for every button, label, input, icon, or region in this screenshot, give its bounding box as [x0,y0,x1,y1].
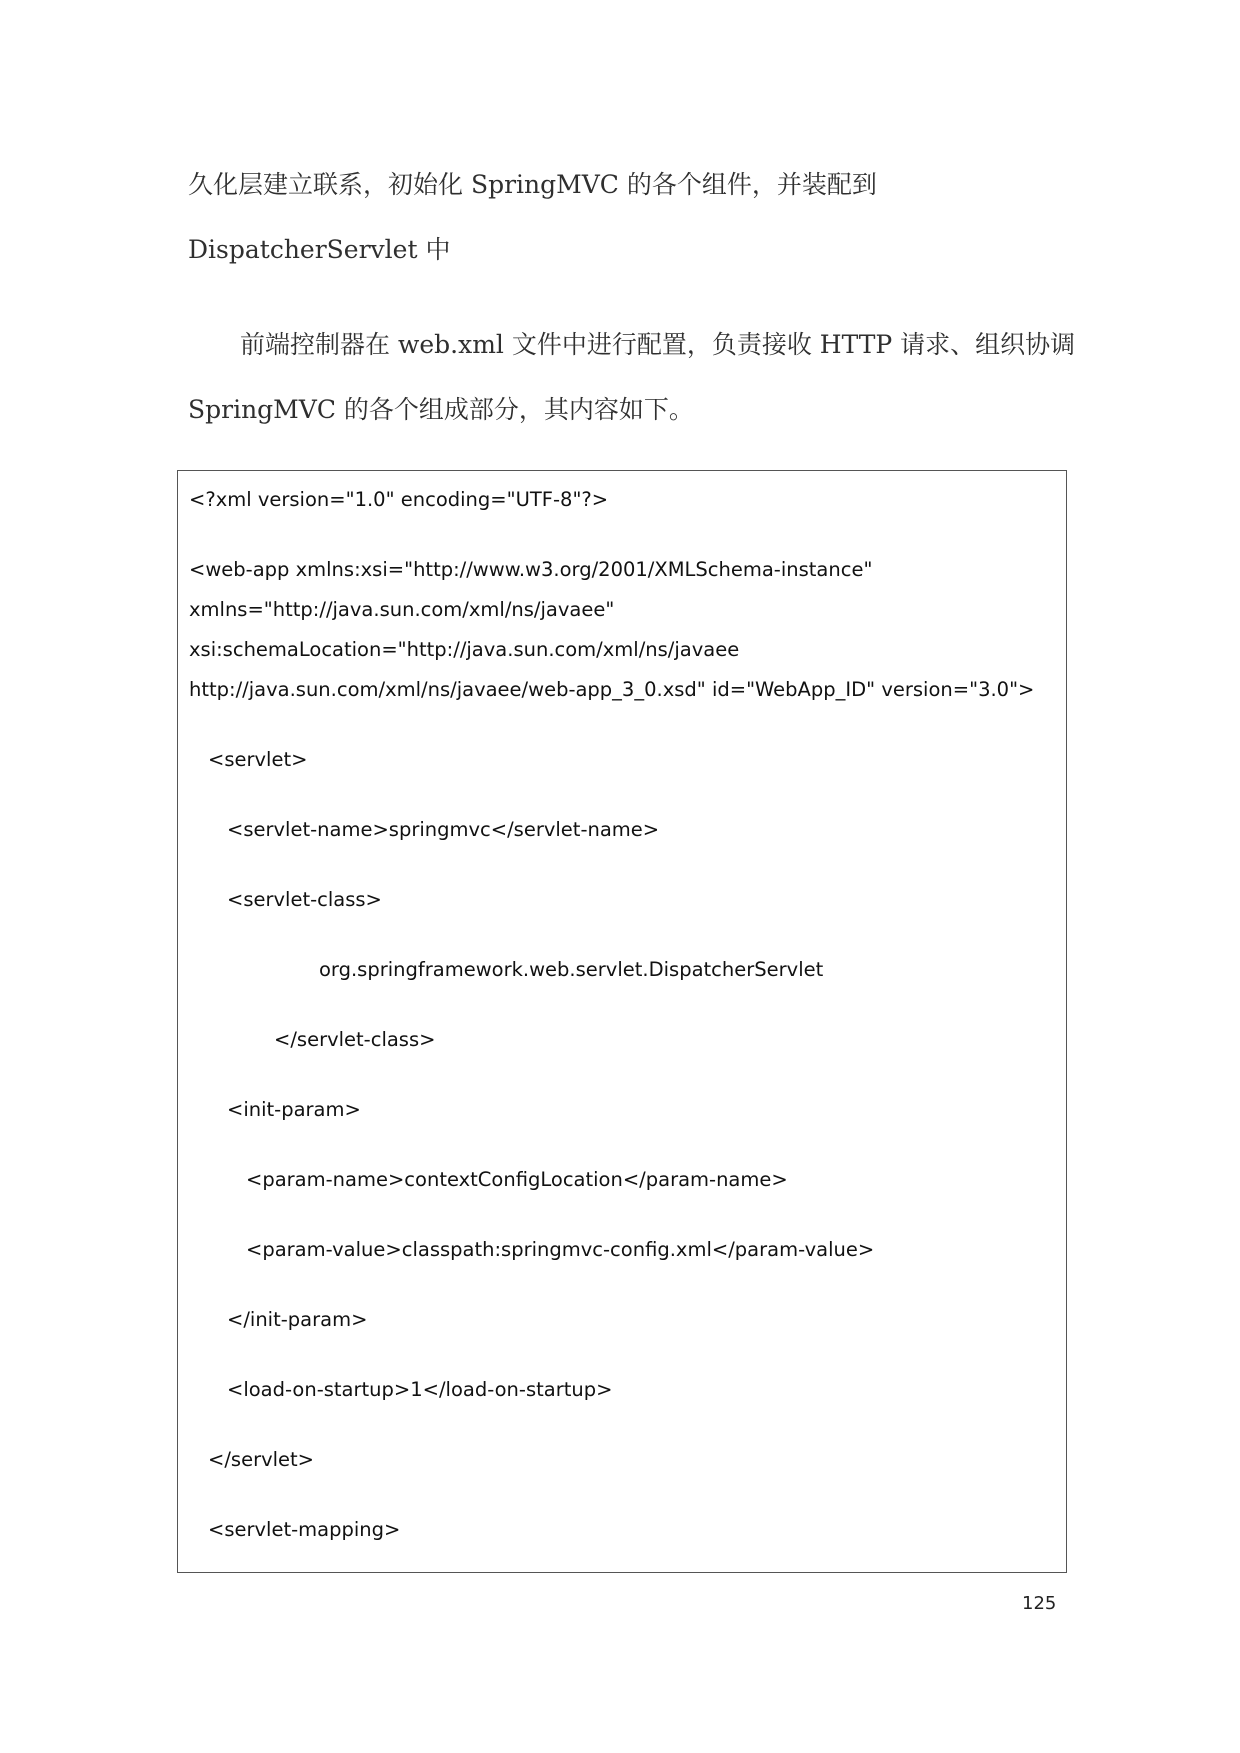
code-line: xmlns="http://java.sun.com/xml/ns/javaee" [189,598,615,621]
code-line: org.springframework.web.servlet.DispatcherServlet [319,958,824,981]
page-number: 125 [1022,1593,1057,1614]
code-line: </servlet-class> [274,1028,436,1051]
code-line: <load-on-startup>1</load-on-startup> [227,1378,613,1401]
code-line: http://java.sun.com/xml/ns/javaee/web-app_3_0.xsd" id="WebApp_ID" version="3.0"> [189,678,1035,701]
code-line: <param-value>classpath:springmvc-config.xml</param-value> [246,1238,875,1261]
paragraph-line-3: 前端控制器在 web.xml 文件中进行配置，负责接收 HTTP 请求、组织协调 [240,330,1076,359]
code-line: <servlet-class> [227,888,382,911]
code-line: xsi:schemaLocation="http://java.sun.com/xml/ns/javaee [189,638,740,661]
code-line: <?xml version="1.0" encoding="UTF-8"?> [189,488,609,511]
code-line: <servlet> [208,748,308,771]
code-listing-box [177,470,1067,1573]
paragraph-line-4: SpringMVC 的各个组成部分，其内容如下。 [188,395,694,424]
code-line: <servlet-name>springmvc</servlet-name> [227,818,660,841]
code-line: <init-param> [227,1098,361,1121]
paragraph-line-1: 久化层建立联系，初始化 SpringMVC 的各个组件，并装配到 [188,170,877,199]
code-line: <param-name>contextConfigLocation</param-name> [246,1168,788,1191]
code-line: <servlet-mapping> [208,1518,401,1541]
code-line: <web-app xmlns:xsi="http://www.w3.org/2001/XMLSchema-instance" [189,558,873,581]
paragraph-line-2: DispatcherServlet 中 [188,235,451,264]
code-line: </servlet> [208,1448,315,1471]
code-line: </init-param> [227,1308,368,1331]
